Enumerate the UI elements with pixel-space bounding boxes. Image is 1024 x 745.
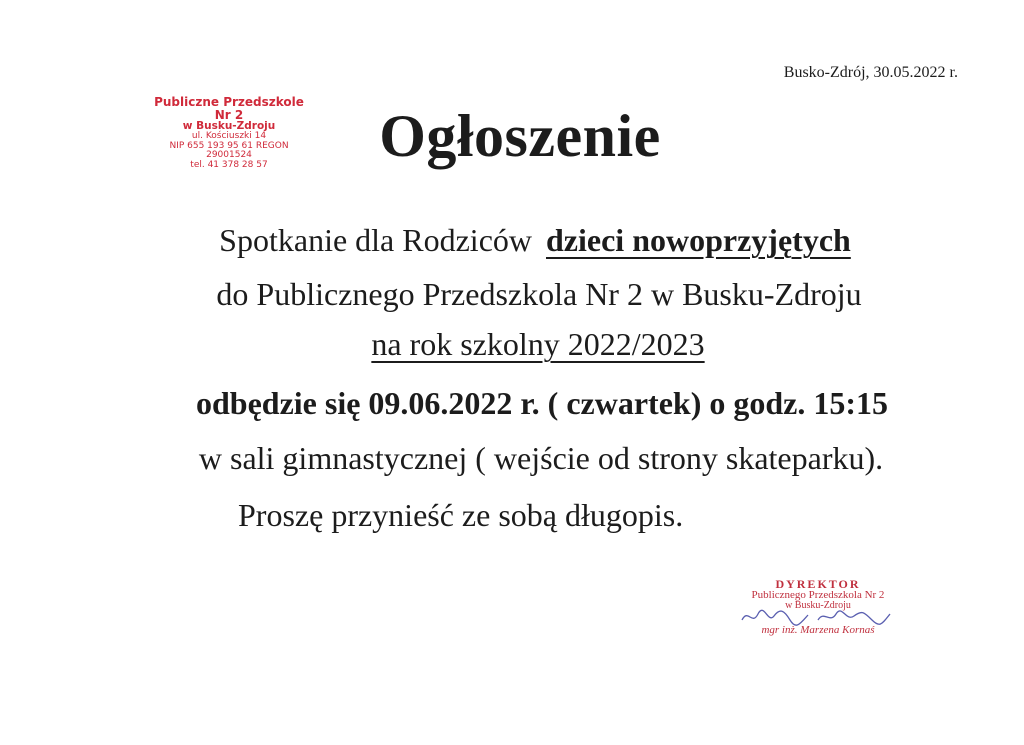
- highlight-text: dzieci nowoprzyjętych: [546, 222, 851, 258]
- body-line-1: [0, 222, 1024, 259]
- handwritten-signature-icon: [738, 606, 898, 628]
- director-signature-stamp: [730, 578, 906, 636]
- stamp-line: tel. 41 378 28 57: [190, 159, 268, 170]
- signature-institution: Publicznego Przedszkola Nr 2: [751, 589, 885, 601]
- signature-town: w Busku-Zdroju: [785, 600, 851, 611]
- stamp-line: Publiczne Przedszkole Nr 2: [154, 95, 304, 122]
- stamp-line: NIP 655 193 95 61 REGON 29001524: [169, 140, 289, 161]
- body-line-3: [0, 326, 1024, 363]
- signature-name: mgr inż. Marzena Kornaś: [761, 624, 875, 636]
- body-line-2: do Publicznego Przedszkola Nr 2 w Busku-Zdroju: [216, 276, 862, 312]
- school-year-text: na rok szkolny 2022/2023: [371, 326, 705, 362]
- stamp-line: ul. Kościuszki 14: [191, 131, 267, 142]
- body-line-5: w sali gimnastycznej ( wejście od strony skateparku).: [198, 440, 884, 476]
- stamp-line: w Busku-Zdroju: [182, 120, 276, 133]
- signature-role: DYREKTOR: [775, 577, 861, 591]
- document-date: Busko-Zdrój, 30.05.2022 r.: [783, 64, 958, 81]
- body-text: Spotkanie dla Rodziców: [219, 222, 532, 258]
- body-line-4: odbędzie się 09.06.2022 r. ( czwartek) o godz. 15:15: [195, 385, 889, 421]
- page-title: Ogłoszenie: [379, 103, 661, 169]
- body-line-6: Proszę przynieść ze sobą długopis.: [238, 497, 684, 533]
